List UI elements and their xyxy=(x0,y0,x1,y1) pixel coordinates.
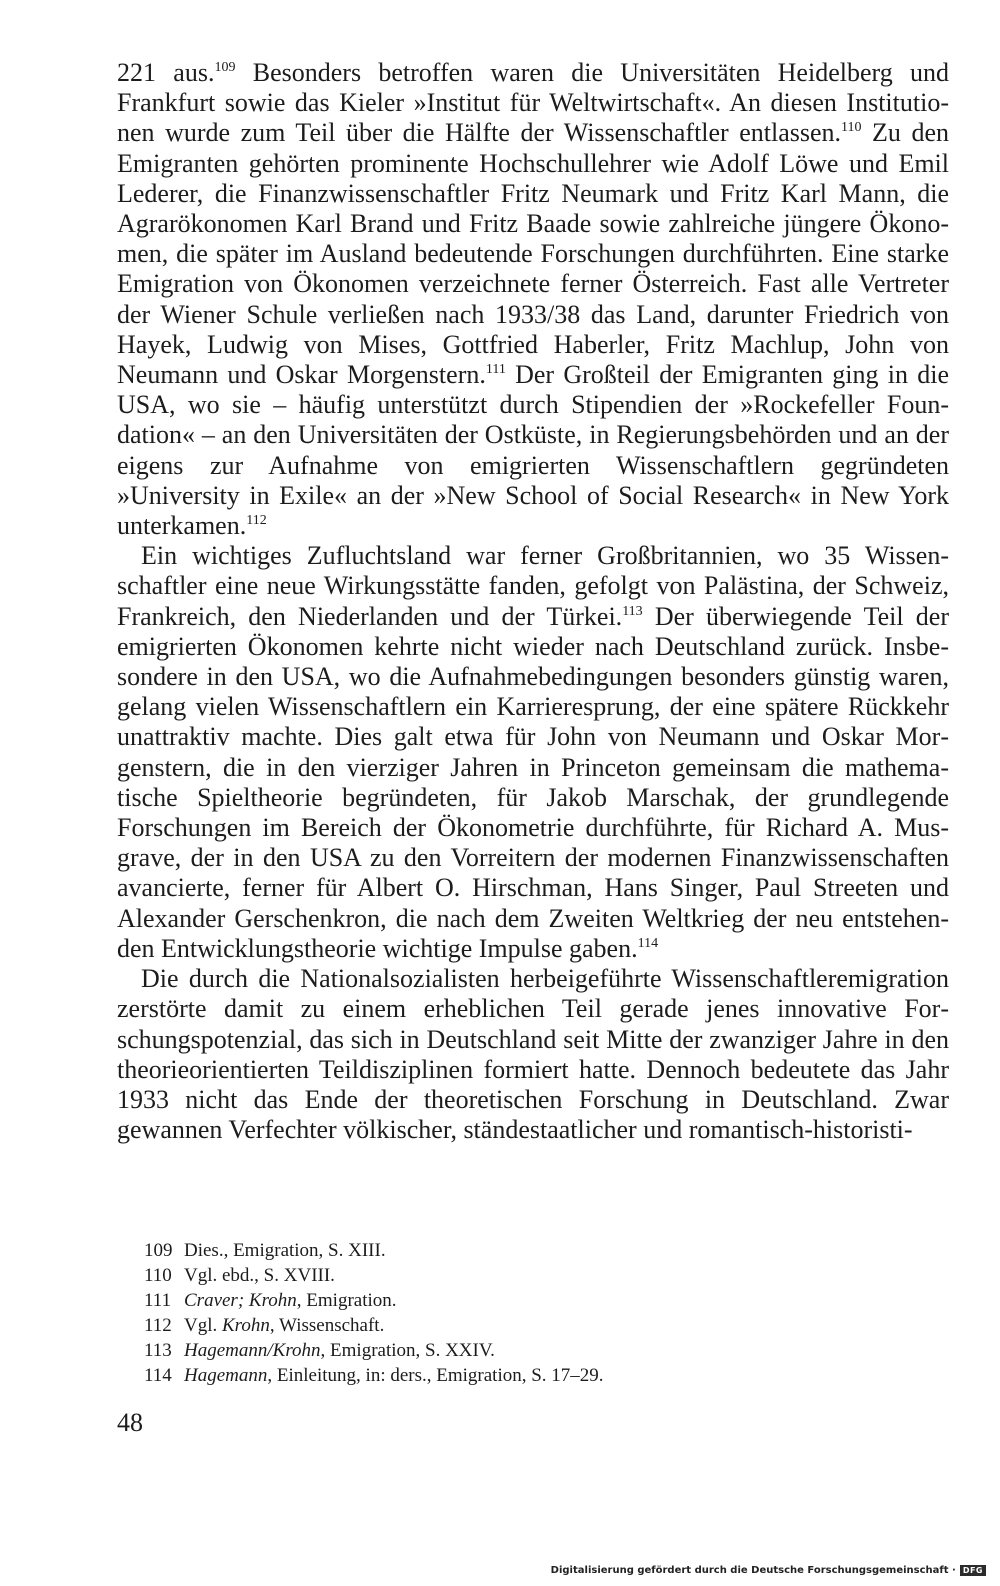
footnote-111 xyxy=(144,1288,924,1313)
footnote-author: Hagemann xyxy=(184,1365,268,1386)
footnote-prefix: Vgl. xyxy=(184,1315,222,1336)
footnote-text: Vgl. ebd., S. XVIII. xyxy=(184,1265,335,1286)
footnote-author: Craver; Krohn xyxy=(184,1290,297,1311)
page-number: 48 xyxy=(117,1408,143,1437)
footnote-author: Hagemann/Krohn xyxy=(184,1340,321,1361)
credit-text: Digitalisierung gefördert durch die Deutsche Forschungsgemeinschaft · xyxy=(550,1565,956,1576)
footnote-number: 114 xyxy=(144,1365,172,1386)
footnote-number: 111 xyxy=(144,1290,172,1311)
footnote-113 xyxy=(144,1338,924,1363)
p2-text-2: Der überwiegende Teil der emigrierten Ökonomen kehrte nicht wieder nach Deutschland zurück. Insbesondere in den USA, wo die Aufnahmebedingungen besonders günstig waren, gelang vielen Wissenschaftlern ein Karrieresprung, der eine spätere Rückkehr unattraktiv machte. Dies galt etwa für John von Neumann und Oskar Morgenstern, die in den vierziger Jahren in Princeton gemeinsam die mathematische Spieltheorie begründeten, für Jakob Marschak, der grundlegende Forschungen im Bereich der Ökonometrie durchführte, für Richard A. Musgrave, der in den USA zu den Vorreitern der modernen Finanzwissenschaften avancierte, ferner für Albert O. Hirschman, Hans Singer, Paul Streeten und Alexander Gerschenkron, die nach dem Zweiten Weltkrieg der neu entstehenden Entwicklungstheorie wichtige Impulse gaben. xyxy=(117,601,950,963)
footnote-110 xyxy=(144,1263,924,1288)
footnote-text: , Emigration. xyxy=(296,1290,397,1311)
paragraph-2 xyxy=(117,541,949,964)
footnote-ref-113[interactable]: 113 xyxy=(622,603,643,619)
p1-text-4: Der Großteil der Emigranten ging in die USA, wo sie – häufig unterstützt durch Stipendien der »Rockefeller Foundation« – an den Universitäten der Ostküste, in Regierungsbehörden und an der eigens zur Aufnahme von emigrierten Wissenschaftlern gegründeten »University in Exile« an der »New School of Social Research« in New York unterkamen. xyxy=(117,360,949,541)
footnote-ref-109[interactable]: 109 xyxy=(214,60,236,75)
footnote-ref-111[interactable]: 111 xyxy=(485,362,506,378)
p1-text-2: Besonders betroffen waren die Universitäten Heidelberg und Frankfurt sowie das Kieler »Institut für Weltwirtschaft«. An diesen Institutionen wurde zum Teil über die Hälfte der Wissenschaftler entlassen. xyxy=(117,58,949,148)
footnote-number: 110 xyxy=(144,1265,172,1286)
paragraph-3 xyxy=(117,964,949,1145)
digitization-credit xyxy=(551,1565,986,1576)
footnote-author: Krohn xyxy=(222,1315,270,1336)
footnote-112 xyxy=(144,1313,924,1338)
footnote-ref-112[interactable]: 112 xyxy=(246,513,267,529)
dfg-logo-icon: DFG xyxy=(960,1565,986,1576)
footnote-114 xyxy=(144,1363,924,1388)
footnote-ref-114[interactable]: 114 xyxy=(637,935,659,951)
footnote-text: , Einleitung, in: ders., Emigration, S. 17–29. xyxy=(267,1365,604,1386)
footnote-number: 113 xyxy=(144,1340,172,1361)
body-text xyxy=(117,58,949,1145)
paragraph-1 xyxy=(117,58,949,541)
p1-text-1: 221 aus. xyxy=(117,58,215,87)
footnote-109 xyxy=(144,1238,924,1263)
footnote-number: 112 xyxy=(144,1315,172,1336)
footnote-text: Dies., Emigration, S. XIII. xyxy=(184,1240,386,1261)
footnote-text: , Emigration, S. XXIV. xyxy=(320,1340,495,1361)
footnote-ref-110[interactable]: 110 xyxy=(841,120,862,136)
footnote-text: , Wissenschaft. xyxy=(269,1315,385,1336)
footnotes xyxy=(144,1238,924,1388)
p2-text-1: Ein wichtiges Zufluchtsland war ferner Großbritannien, wo 35 Wissenschaftler eine neue Wirkungsstätte fanden, gefolgt von Palästina, der Schweiz, Frankreich, den Niederlanden und der Türkei. xyxy=(117,541,949,631)
p1-text-3: Zu den Emigranten gehörten prominente Hochschullehrer wie Adolf Löwe und Emil Lederer, die Finanzwissenschaftler Fritz Neumark und Fritz Karl Mann, die Agrarökonomen Karl Brand und Fritz Baade sowie zahlreiche jüngere Ökonomen, die später im Ausland bedeutende Forschungen durchführten. Eine starke Emigration von Ökonomen verzeichnete ferner Österreich. Fast alle Vertreter der Wiener Schule verließen nach 1933/38 das Land, darunter Friedrich von Hayek, Ludwig von Mises, Gottfried Haberler, Fritz Machlup, John von Neumann und Oskar Morgenstern. xyxy=(117,118,950,390)
footnote-number: 109 xyxy=(144,1240,173,1261)
p3-text-1: Die durch die Nationalsozialisten herbeigeführte Wissenschaftleremigration zerstörte damit zu einem erheblichen Teil gerade jenes innovative Forschungspotenzial, das sich in Deutschland seit Mitte der zwanziger Jahre in den theorieorientierten Teildisziplinen formiert hatte. Dennoch bedeutete das Jahr 1933 nicht das Ende der theoretischen Forschung in Deutschland. Zwar gewannen Verfechter völkischer, ständestaatlicher und romantisch-historisti- xyxy=(117,964,949,1145)
